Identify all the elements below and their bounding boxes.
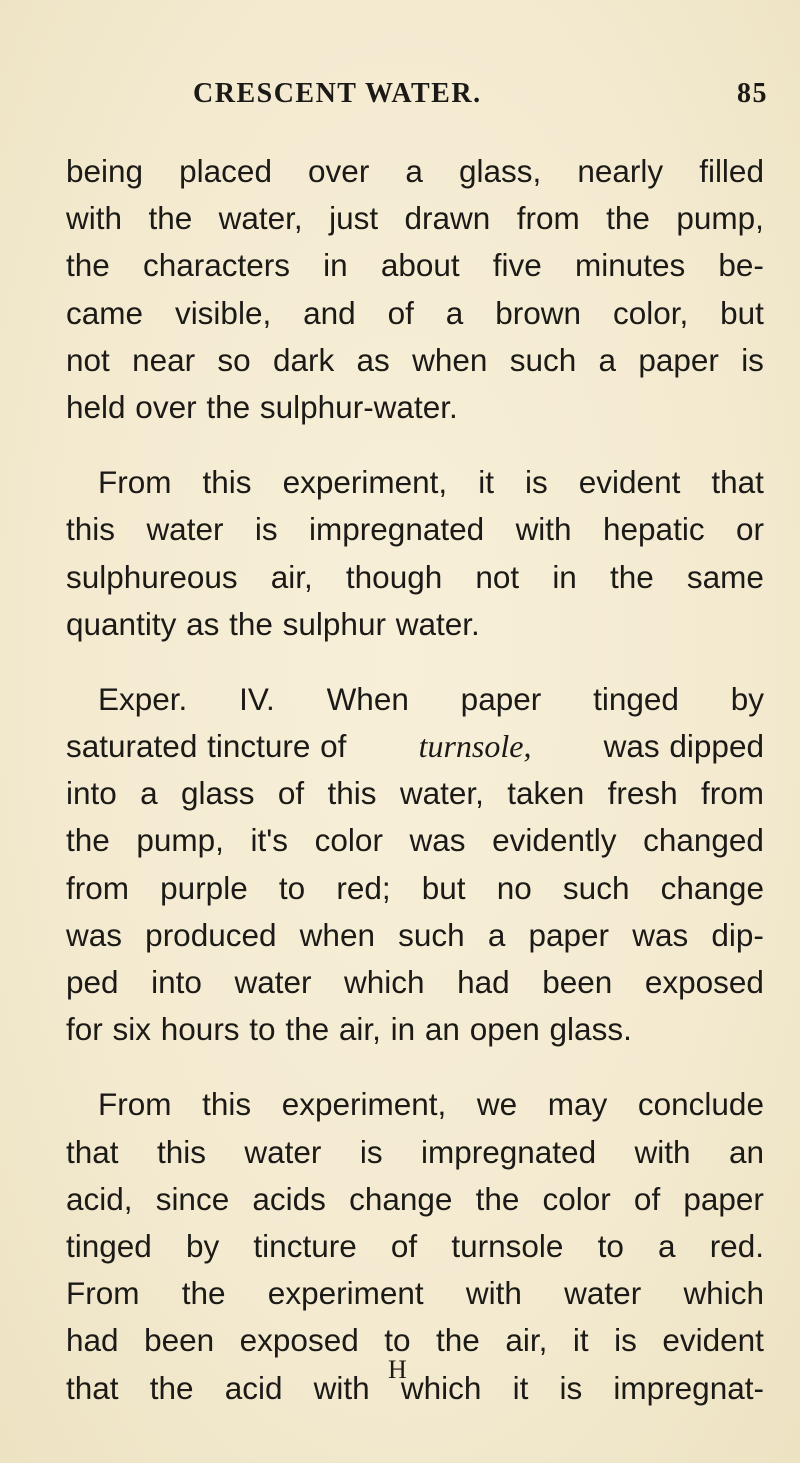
text-line: being placed over a glass, nearly filled [66, 153, 764, 189]
text-line: that this water is impregnated with an [66, 1133, 764, 1170]
paragraph-4 [66, 1081, 764, 1411]
text-line: came visible, and of a brown color, but [66, 294, 764, 331]
text-line: sulphureous air, though not in the same [66, 558, 764, 595]
signature-mark: H [388, 1355, 407, 1384]
text-line: From the experiment with water which [66, 1275, 764, 1312]
text-line: Exper. IV. When paper tinged by [98, 680, 764, 717]
body-text [66, 148, 764, 1412]
text-line: from purple to red; but no such change [66, 869, 764, 906]
running-header [193, 78, 768, 110]
text-line: quantity as the sulphur water. [66, 605, 480, 642]
text-line: tinged by tincture of turnsole to a red. [66, 1227, 764, 1264]
text-line: for six hours to the air, in an open glass. [66, 1011, 632, 1048]
text-line: was produced when such a paper was dip- [66, 916, 764, 953]
text-line: into a glass of this water, taken fresh from [66, 775, 764, 812]
text-line: the characters in about five minutes be- [66, 247, 764, 284]
text-line: this water is impregnated with hepatic or [66, 511, 764, 548]
text-line: acid, since acids change the color of paper [66, 1180, 764, 1217]
text-line-with-italic [66, 723, 764, 770]
text-line: From this experiment, we may conclude [98, 1086, 764, 1123]
text-line: had been exposed to the air, it is evident [66, 1322, 764, 1359]
text-segment: was dipped [603, 728, 764, 765]
paragraph-1 [66, 148, 764, 431]
text-line: ped into water which had been exposed [66, 964, 764, 1000]
paragraph-3 [66, 676, 764, 1054]
italic-term: turnsole, [418, 728, 532, 765]
text-line: From this experiment, it is evident that [98, 464, 764, 501]
paragraph-2 [66, 459, 764, 648]
text-line: with the water, just drawn from the pump, [66, 200, 764, 237]
page-number: 85 [737, 78, 768, 109]
text-line: the pump, it's color was evidently changed [66, 822, 764, 859]
running-title: CRESCENT WATER. [193, 78, 482, 109]
text-line: that the acid with which it is impregnat- [66, 1369, 764, 1406]
text-segment: saturated tincture of [66, 728, 347, 765]
text-line: held over the sulphur-water. [66, 388, 458, 425]
text-line: not near so dark as when such a paper is [66, 341, 764, 378]
